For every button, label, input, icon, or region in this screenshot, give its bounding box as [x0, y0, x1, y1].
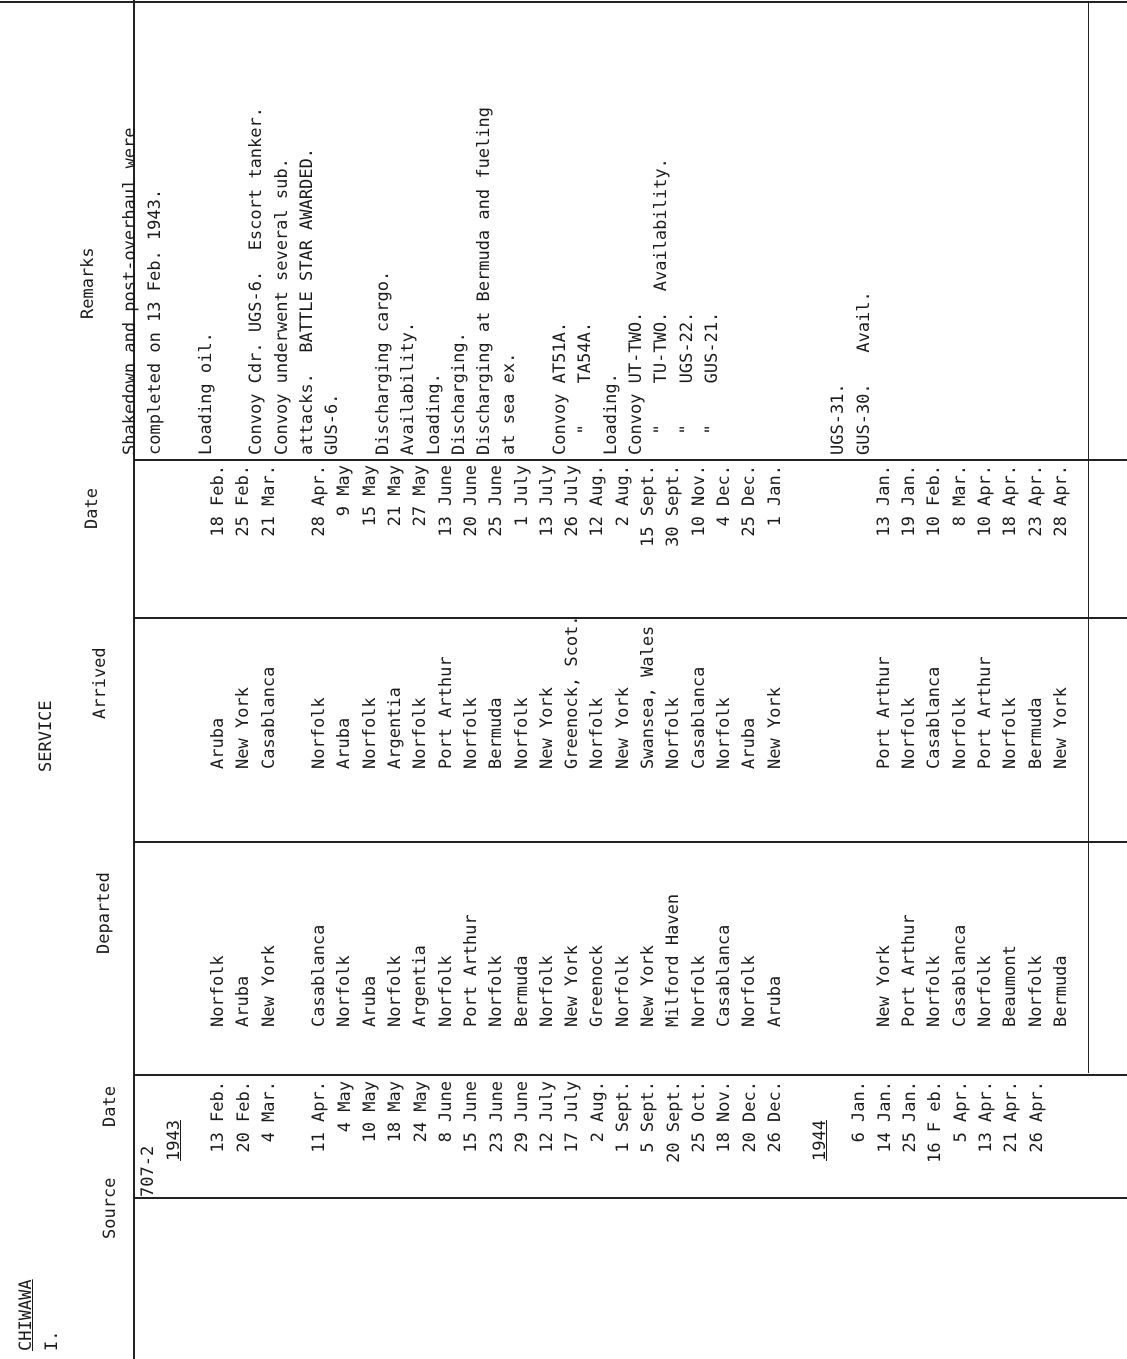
- departed-port: Norfolk: [334, 955, 355, 1027]
- departure-date: 26 Dec.: [764, 1081, 785, 1153]
- arrival-date: 25 Dec.: [739, 465, 760, 537]
- departure-date: 26 Apr.: [1026, 1081, 1047, 1153]
- col-header-date-arrived: Date: [82, 488, 102, 529]
- arrived-port: Norfolk: [359, 697, 380, 769]
- arrived-port: New York: [536, 687, 557, 769]
- arrived-port: Aruba: [334, 717, 355, 769]
- arrived-port: Casablanca: [688, 666, 709, 769]
- arrival-date: 18 Apr.: [1000, 465, 1021, 537]
- departed-port: Bermuda: [511, 955, 532, 1027]
- remark-line: [219, 5, 244, 455]
- remark-line: attacks. BATTLE STAR AWARDED.: [297, 147, 318, 455]
- departed-port: Norfolk: [975, 955, 996, 1027]
- remark-line: Convoy UT-TWO.: [625, 311, 646, 455]
- source-ref: 707-2: [138, 1145, 158, 1197]
- departure-date: 2 Aug.: [587, 1081, 608, 1143]
- departure-date: 5 Apr.: [950, 1081, 971, 1143]
- arrival-date: 20 June: [460, 465, 481, 537]
- arrival-date: 12 Aug.: [587, 465, 608, 537]
- departed-port: Norfolk: [208, 955, 228, 1027]
- departure-date: 14 Jan.: [874, 1081, 895, 1153]
- departure-date: 5 Sept.: [638, 1081, 659, 1153]
- departure-date: 25 Jan.: [900, 1081, 921, 1153]
- remark-line: UGS-31.: [828, 383, 849, 455]
- departed-column: [206, 847, 1074, 1027]
- arrival-date: 25 June: [486, 465, 507, 537]
- arrived-port: New York: [1050, 687, 1071, 769]
- departed-port: Aruba: [359, 975, 380, 1027]
- remark-line: completed on 13 Feb. 1943.: [145, 188, 166, 455]
- remark-line: " GUS-21.: [701, 311, 722, 455]
- remark-line: [776, 5, 801, 455]
- remark-line: [801, 5, 826, 455]
- arrival-date: 28 Apr.: [309, 465, 330, 537]
- departure-date: [282, 1081, 307, 1173]
- arrived-port: Norfolk: [663, 697, 684, 769]
- remark-line: " TU-TWO. Availability.: [651, 158, 672, 455]
- arrival-date: 10 Nov.: [688, 465, 709, 537]
- departed-port: New York: [258, 945, 279, 1027]
- remark-line: Discharging.: [448, 332, 469, 455]
- arrived-port: New York: [233, 687, 254, 769]
- arrival-date: 21 Mar.: [258, 465, 279, 537]
- ship-name: CHIWAWA: [16, 1279, 36, 1351]
- departure-date: 11 Apr.: [309, 1081, 330, 1153]
- remark-line: Availability.: [398, 321, 419, 455]
- departure-date: 17 July: [562, 1081, 583, 1153]
- departure-date: 16 F eb.: [925, 1081, 946, 1163]
- departed-port: Norfolk: [486, 955, 507, 1027]
- remark-line: Loading.: [600, 373, 621, 455]
- remark-line: [346, 5, 371, 455]
- departure-date: 13 Apr.: [975, 1081, 996, 1153]
- arrival-date-column: [206, 465, 1074, 559]
- arrival-date: 25 Feb.: [233, 465, 254, 537]
- departure-date: 1 Sept.: [613, 1081, 634, 1153]
- arrival-date: 28 Apr.: [1050, 465, 1071, 537]
- year-heading-1943: 1943: [164, 1120, 184, 1161]
- remark-line: [523, 5, 548, 455]
- arrived-port: Norfolk: [899, 697, 920, 769]
- departure-date: 15 June: [461, 1081, 482, 1153]
- arrival-date: 4 Dec.: [713, 465, 734, 527]
- departure-date: 24 May: [410, 1081, 431, 1143]
- departed-port: Bermuda: [1050, 955, 1071, 1027]
- arrived-port: Norfolk: [713, 697, 734, 769]
- arrival-date: 13 Jan.: [873, 465, 894, 537]
- arrived-port: Bermuda: [1025, 697, 1046, 769]
- col-divider-date-arrived: [133, 460, 1127, 462]
- arrived-column: [206, 569, 1074, 769]
- departure-date: 18 Nov.: [714, 1081, 735, 1153]
- departure-date: 20 Dec.: [739, 1081, 760, 1153]
- departed-port: Greenock: [587, 945, 608, 1027]
- arrival-date: 30 Sept.: [663, 465, 684, 547]
- departed-port: Norfolk: [1025, 955, 1046, 1027]
- departed-port: Norfolk: [924, 955, 945, 1027]
- departure-date: 10 May: [360, 1081, 381, 1143]
- departure-date: 13 Feb.: [208, 1081, 229, 1153]
- departed-port: Casablanca: [713, 924, 734, 1027]
- departed-port: Norfolk: [612, 955, 633, 1027]
- arrival-date: 8 Mar.: [949, 465, 970, 527]
- arrived-port: Norfolk: [410, 697, 431, 769]
- year-heading-1944: 1944: [810, 1120, 831, 1161]
- departure-date: 12 July: [537, 1081, 558, 1153]
- col-header-arrived: Arrived: [90, 647, 110, 719]
- departed-port: Norfolk: [688, 955, 709, 1027]
- remark-line: Convoy Cdr. UGS-6. Escort tanker.: [246, 107, 267, 455]
- arrived-port: Port Arthur: [435, 656, 456, 769]
- departure-date: 4 May: [334, 1081, 355, 1133]
- departure-date: 21 Apr.: [1001, 1081, 1022, 1153]
- departure-date: 23 June: [486, 1081, 507, 1153]
- arrival-date: 9 May: [334, 465, 355, 517]
- bottom-rule-remarks: [1088, 3, 1089, 1073]
- remark-line: Convoy AT51A.: [550, 321, 571, 455]
- arrived-port: Norfolk: [587, 697, 608, 769]
- arrival-date: 1 Jan.: [764, 465, 785, 527]
- departed-port: Port Arthur: [460, 914, 481, 1027]
- page-right-edge: [0, 2, 1127, 4]
- departure-date: 4 Mar.: [258, 1081, 279, 1143]
- departed-port: New York: [638, 945, 659, 1027]
- departure-date: 29 June: [511, 1081, 532, 1153]
- col-header-date-departed: Date: [100, 1086, 120, 1127]
- remark-line: Discharging at Bermuda and fueling: [474, 107, 495, 455]
- arrival-date: 21 May: [385, 465, 406, 527]
- page-title: SERVICE: [36, 700, 56, 772]
- remark-line: Convoy underwent several sub.: [271, 158, 292, 455]
- arrival-date: [282, 465, 307, 559]
- arrived-port: Norfolk: [949, 697, 970, 769]
- arrival-date: 13 June: [435, 465, 456, 537]
- arrived-port: Casablanca: [924, 666, 945, 769]
- arrival-date: 2 Aug.: [612, 465, 633, 527]
- arrival-date: 10 Feb.: [924, 465, 945, 537]
- arrival-date: 15 May: [359, 465, 380, 527]
- arrival-date: 10 Apr.: [975, 465, 996, 537]
- remark-line: [750, 5, 775, 455]
- departed-port: Aruba: [764, 975, 785, 1027]
- departed-port: Port Arthur: [899, 914, 920, 1027]
- departed-port: Norfolk: [536, 955, 557, 1027]
- departed-port: Casablanca: [309, 924, 330, 1027]
- arrived-port: [282, 569, 307, 769]
- remark-line: Shakedown and post-overhaul were: [120, 127, 140, 455]
- arrival-date: 15 Sept.: [638, 465, 659, 547]
- departure-date: 25 Oct.: [688, 1081, 709, 1153]
- arrived-port: Norfolk: [460, 697, 481, 769]
- arrived-port: Norfolk: [1000, 697, 1021, 769]
- col-divider-date: [133, 1075, 1127, 1077]
- col-divider-source: [133, 1198, 1127, 1200]
- arrived-port: Norfolk: [511, 697, 532, 769]
- departure-date: 18 May: [385, 1081, 406, 1143]
- departure-date: 20 Sept.: [663, 1081, 684, 1163]
- departed-port: Aruba: [233, 975, 254, 1027]
- departed-port: Norfolk: [739, 955, 760, 1027]
- remarks-column: [118, 5, 877, 455]
- arrived-port: New York: [764, 687, 785, 769]
- arrival-date: 13 July: [536, 465, 557, 537]
- departure-date-column: [164, 1081, 1050, 1173]
- departure-date: 8 June: [435, 1081, 456, 1143]
- departed-port: [282, 847, 307, 1027]
- arrival-date: 27 May: [410, 465, 431, 527]
- remark-line: Discharging cargo.: [372, 270, 393, 455]
- arrived-port: Argentia: [385, 687, 406, 769]
- arrived-port: Swansea, Wales: [638, 625, 659, 769]
- arrived-port: Casablanca: [258, 666, 279, 769]
- remark-line: Loading.: [423, 373, 444, 455]
- remark-line: at sea ex.: [499, 352, 520, 455]
- arrival-date: 1 July: [511, 465, 532, 527]
- remark-line: " TA54A.: [575, 321, 596, 455]
- remark-line: " UGS-22.: [676, 311, 697, 455]
- arrival-date: 18 Feb.: [208, 465, 228, 537]
- col-divider-departed: [133, 842, 1127, 844]
- departed-port: New York: [562, 945, 583, 1027]
- departed-port: Beaumont: [1000, 945, 1021, 1027]
- arrived-port: Greenock, Scot.: [562, 615, 583, 769]
- col-header-remarks: Remarks: [78, 247, 98, 319]
- remark-line: Loading oil.: [195, 332, 216, 455]
- departed-port: Argentia: [410, 945, 431, 1027]
- departed-port: New York: [873, 945, 894, 1027]
- remark-line: GUS-6.: [322, 393, 343, 455]
- arrival-date: 26 July: [562, 465, 583, 537]
- arrived-port: Aruba: [739, 717, 760, 769]
- departed-port: Norfolk: [385, 955, 406, 1027]
- departed-port: Norfolk: [435, 955, 456, 1027]
- arrival-date: 23 Apr.: [1025, 465, 1046, 537]
- departed-port: Milford Haven: [663, 893, 684, 1027]
- departure-date: 20 Feb.: [233, 1081, 254, 1153]
- col-header-source: Source: [100, 1177, 120, 1239]
- departure-date: 6 Jan.: [849, 1081, 870, 1143]
- remark-line: [725, 5, 750, 455]
- arrived-port: Port Arthur: [873, 656, 894, 769]
- arrived-port: Port Arthur: [975, 656, 996, 769]
- arrived-port: New York: [612, 687, 633, 769]
- col-header-departed: Departed: [94, 872, 114, 954]
- arrival-date: 19 Jan.: [899, 465, 920, 537]
- remark-line: GUS-30. Avail.: [853, 291, 874, 455]
- arrived-port: Bermuda: [486, 697, 507, 769]
- arrived-port: Aruba: [208, 717, 228, 769]
- departed-port: Casablanca: [949, 924, 970, 1027]
- remark-line: [169, 5, 194, 455]
- section-number: I.: [42, 1330, 62, 1351]
- arrived-port: Norfolk: [309, 697, 330, 769]
